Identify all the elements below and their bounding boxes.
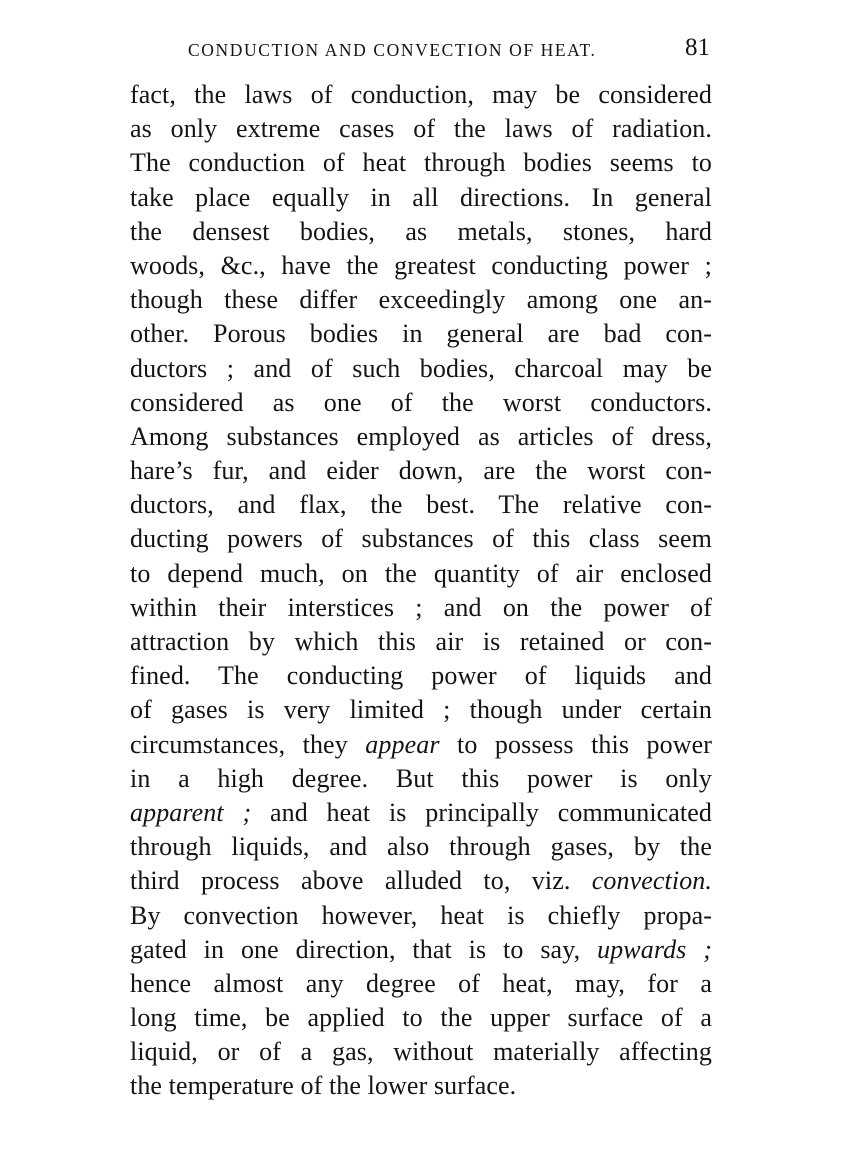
text-segment: fined. The conducting power of liquids and bbox=[130, 661, 712, 691]
text-segment: considered as one of the worst conductors. bbox=[130, 387, 712, 417]
text-segment: hence almost any degree of heat, may, for a bbox=[130, 968, 712, 998]
text-segment: long time, be applied to the upper surface of a bbox=[130, 1003, 712, 1033]
text-line bbox=[130, 146, 712, 180]
running-head bbox=[130, 34, 710, 68]
text-line bbox=[130, 454, 712, 488]
text-line bbox=[130, 386, 712, 420]
text-segment: ductors, and flax, the best. The relative con- bbox=[130, 490, 712, 520]
text-segment: in a high degree. But this power is only bbox=[130, 763, 712, 793]
text-segment: By convection however, heat is chiefly propa- bbox=[130, 900, 712, 930]
text-segment: within their interstices ; and on the power of bbox=[130, 592, 712, 622]
text-segment: third process above alluded to, viz. bbox=[130, 866, 592, 896]
text-line bbox=[130, 625, 712, 659]
text-line bbox=[130, 796, 712, 830]
running-head-title: CONDUCTION AND CONVECTION OF HEAT. bbox=[188, 40, 597, 60]
text-line bbox=[130, 864, 712, 898]
text-line bbox=[130, 830, 712, 864]
text-line bbox=[130, 215, 712, 249]
text-segment: hare’s fur, and eider down, are the worst con- bbox=[130, 456, 712, 486]
italic-text: convection. bbox=[591, 866, 712, 896]
text-line bbox=[130, 78, 712, 112]
text-line bbox=[130, 112, 712, 146]
text-line bbox=[130, 762, 712, 796]
text-line bbox=[130, 249, 712, 283]
text-segment: circumstances, they bbox=[130, 729, 366, 759]
text-line bbox=[130, 899, 712, 933]
text-line bbox=[130, 1035, 712, 1069]
text-segment: the densest bodies, as metals, stones, hard bbox=[130, 216, 712, 246]
text-line bbox=[130, 283, 712, 317]
italic-text: apparent ; bbox=[130, 797, 252, 827]
text-segment: though these differ exceedingly among one an- bbox=[130, 285, 712, 315]
text-line bbox=[130, 693, 712, 727]
text-segment: take place equally in all directions. In general bbox=[130, 182, 712, 212]
text-segment: Among substances employed as articles of dress, bbox=[130, 421, 712, 451]
text-line bbox=[130, 659, 712, 693]
text-segment: attraction by which this air is retained or con- bbox=[130, 627, 712, 656]
text-segment: ductors ; and of such bodies, charcoal may be bbox=[130, 353, 712, 383]
text-segment: of gases is very limited ; though under certain bbox=[130, 695, 712, 725]
text-line bbox=[130, 352, 712, 386]
text-segment: ducting powers of substances of this class seem bbox=[130, 524, 712, 554]
page-number: 81 bbox=[685, 34, 710, 61]
text-line bbox=[130, 420, 712, 454]
text-segment: fact, the laws of conduction, may be considered bbox=[130, 80, 712, 109]
text-line bbox=[130, 591, 712, 625]
text-segment: liquid, or of a gas, without materially affecting bbox=[130, 1037, 712, 1067]
text-segment: and heat is principally communicated bbox=[251, 797, 712, 827]
italic-text: upwards ; bbox=[597, 934, 713, 964]
text-segment: woods, &c., have the greatest conducting power ; bbox=[130, 250, 712, 280]
text-line bbox=[130, 933, 712, 967]
text-line bbox=[130, 728, 712, 762]
text-line bbox=[130, 317, 712, 351]
text-line bbox=[130, 557, 712, 591]
text-segment: the temperature of the lower surface. bbox=[130, 1071, 517, 1101]
text-segment: gated in one direction, that is to say, bbox=[130, 934, 598, 964]
text-segment: through liquids, and also through gases, by the bbox=[130, 832, 712, 862]
text-line bbox=[130, 967, 712, 1001]
text-line bbox=[130, 181, 712, 215]
text-line bbox=[130, 1001, 712, 1035]
text-segment: The conduction of heat through bodies seems to bbox=[130, 148, 712, 178]
italic-text: appear bbox=[365, 729, 440, 759]
text-segment: as only extreme cases of the laws of radiation. bbox=[130, 114, 712, 144]
text-line bbox=[130, 1069, 712, 1103]
text-segment: to depend much, on the quantity of air enclosed bbox=[130, 558, 712, 588]
text-line bbox=[130, 488, 712, 522]
text-segment: other. Porous bodies in general are bad con- bbox=[130, 319, 712, 349]
text-line bbox=[130, 522, 712, 556]
text-segment: to possess this power bbox=[439, 729, 713, 759]
body-paragraph bbox=[130, 78, 712, 1104]
